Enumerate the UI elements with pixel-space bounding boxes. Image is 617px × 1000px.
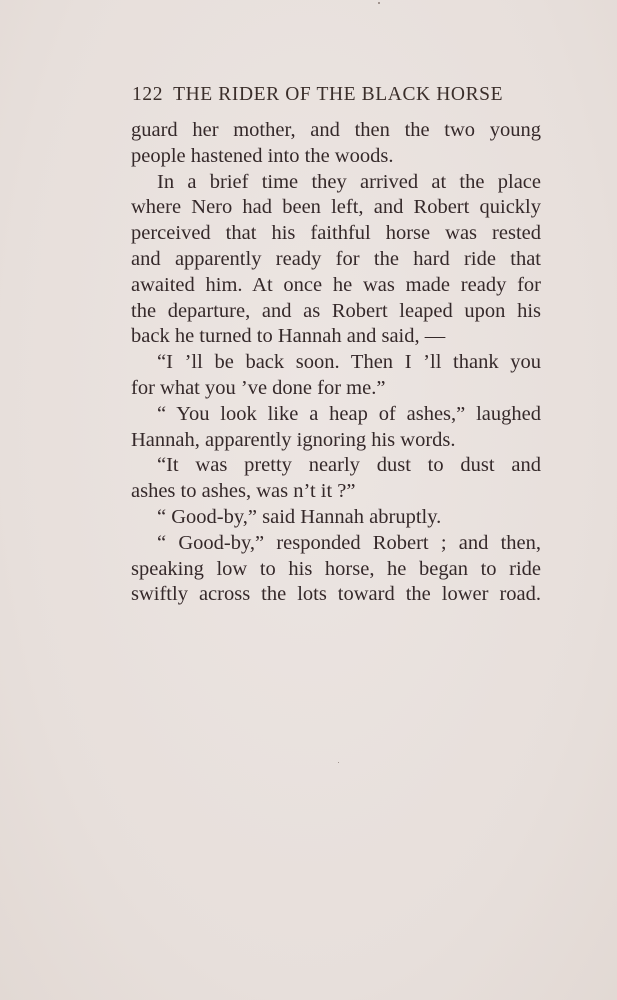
text-line: guard her mother, and then the two young — [131, 119, 541, 141]
running-title: THE RIDER OF THE BLACK HORSE — [173, 84, 504, 105]
body-text — [131, 118, 541, 608]
text-line: Hannah, apparently ignoring his words. — [131, 428, 456, 451]
text-line: In a brief time they arrived at the place — [157, 170, 541, 193]
paper-speck — [378, 2, 380, 4]
text-line: people hastened into the woods. — [131, 144, 394, 167]
text-line: “It was pretty nearly dust to dust and — [157, 454, 541, 477]
text-line: the departure, and as Robert leaped upon his — [131, 299, 541, 322]
text-line: ashes to ashes, was n’t it ?” — [131, 480, 356, 503]
text-line: swiftly across the lots toward the lower road. — [131, 583, 541, 606]
running-head — [132, 84, 542, 106]
text-line: speaking low to his horse, he began to ride — [131, 557, 541, 580]
paper-speck — [338, 762, 339, 763]
text-line: “ Good-by,” responded Robert ; and then, — [157, 531, 541, 554]
text-line: perceived that his faithful horse was rested — [131, 222, 541, 245]
text-line: awaited him. At once he was made ready for — [131, 273, 541, 296]
text-line: “ Good-by,” said Hannah abruptly. — [157, 505, 442, 528]
text-line: “I ’ll be back soon. Then I ’ll thank you — [157, 351, 541, 374]
text-line: and apparently ready for the hard ride that — [131, 247, 541, 270]
text-line: where Nero had been left, and Robert quickly — [131, 196, 541, 219]
text-line: for what you ’ve done for me.” — [131, 376, 386, 399]
text-line: back he turned to Hannah and said, — — [131, 325, 446, 348]
page-number: 122 — [132, 84, 164, 105]
text-line: “ You look like a heap of ashes,” laughed — [157, 402, 541, 425]
